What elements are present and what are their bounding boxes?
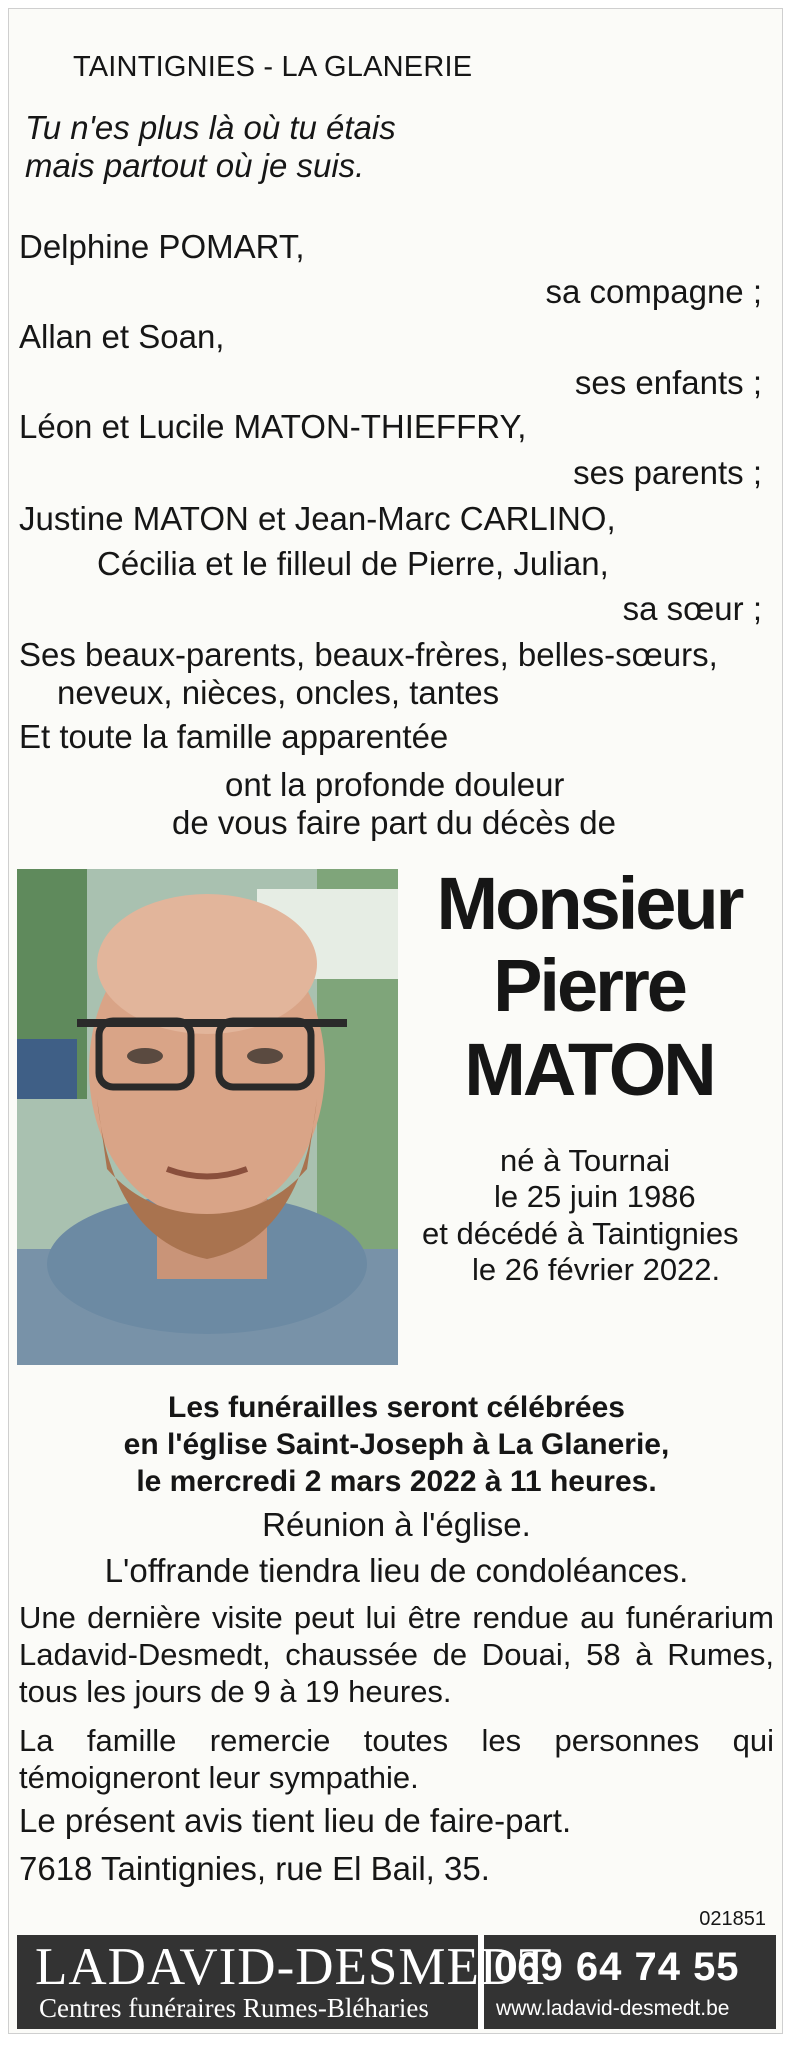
- portrait-photo: [17, 869, 398, 1365]
- death-place: et décédé à Taintignies: [422, 1216, 739, 1251]
- reunion-note: Réunion à l'église.: [262, 1506, 531, 1543]
- funeral-home-website: www.ladavid-desmedt.be: [496, 1997, 730, 2020]
- deceased-first-name: Pierre: [493, 944, 685, 1027]
- announcement-line: ont la profonde douleur: [225, 766, 565, 803]
- offering-note: L'offrande tiendra lieu de condoléances.: [104, 1552, 689, 1589]
- address-note: 7618 Taintignies, rue El Bail, 35.: [19, 1850, 490, 1887]
- family-name: Justine MATON et Jean-Marc CARLINO,: [19, 500, 616, 537]
- family-name: Delphine POMART,: [19, 228, 305, 265]
- family-relation: ses parents ;: [573, 454, 762, 491]
- funeral-home-subtitle: Centres funéraires Rumes-Bléharies: [39, 1993, 429, 2023]
- funeral-line: Les funérailles seront célébrées: [168, 1391, 625, 1424]
- extended-family-line: Et toute la famille apparentée: [19, 718, 449, 755]
- quote-line-2: mais partout où je suis.: [25, 147, 365, 184]
- funeral-home-brand-block: [17, 1935, 553, 2029]
- thanks-note: La famille remercie toutes les personnes qui témoigneront leur sympathie.: [19, 1723, 774, 1795]
- family-relation: ses enfants ;: [574, 364, 762, 401]
- death-date: le 26 février 2022.: [472, 1252, 721, 1287]
- funeral-home-name: LADAVID-DESMEDT: [35, 1938, 553, 1996]
- funeral-line: le mercredi 2 mars 2022 à 11 heures.: [136, 1465, 657, 1498]
- funeral-home-banner: [17, 1935, 776, 2029]
- quote-line-1: Tu n'es plus là où tu étais: [25, 109, 396, 146]
- deceased-title: Monsieur: [436, 862, 742, 945]
- visit-note: Une dernière visite peut lui être rendue au funérarium Ladavid-Desmedt, chaussée de Douai, 58 à Rumes, tous les jours de 9 à 19 heures.: [19, 1600, 774, 1709]
- reference-number: 021851: [699, 1908, 766, 1930]
- birth-date: le 25 juin 1986: [494, 1179, 696, 1214]
- family-relation: sa sœur ;: [622, 590, 762, 627]
- funeral-line: en l'église Saint-Joseph à La Glanerie,: [123, 1428, 670, 1461]
- birth-place: né à Tournai: [500, 1143, 671, 1178]
- funeral-home-phone: 069 64 74 55: [494, 1945, 740, 1989]
- family-relation: sa compagne ;: [545, 273, 762, 310]
- extended-family-line: neveux, nièces, oncles, tantes: [57, 674, 500, 711]
- funeral-home-contact-block: [484, 1935, 776, 2029]
- obituary-notice: [8, 8, 783, 2034]
- notice-note: Le présent avis tient lieu de faire-part.: [19, 1802, 572, 1839]
- family-name-continued: Cécilia et le filleul de Pierre, Julian,: [97, 545, 609, 582]
- family-name: Allan et Soan,: [19, 318, 225, 355]
- family-name: Léon et Lucile MATON-THIEFFRY,: [19, 408, 527, 445]
- deceased-last-name: MATON: [464, 1028, 714, 1111]
- extended-family-line: Ses beaux-parents, beaux-frères, belles-sœurs,: [19, 636, 718, 673]
- announcement-line: de vous faire part du décès de: [172, 804, 616, 841]
- place-heading: TAINTIGNIES - LA GLANERIE: [73, 51, 473, 83]
